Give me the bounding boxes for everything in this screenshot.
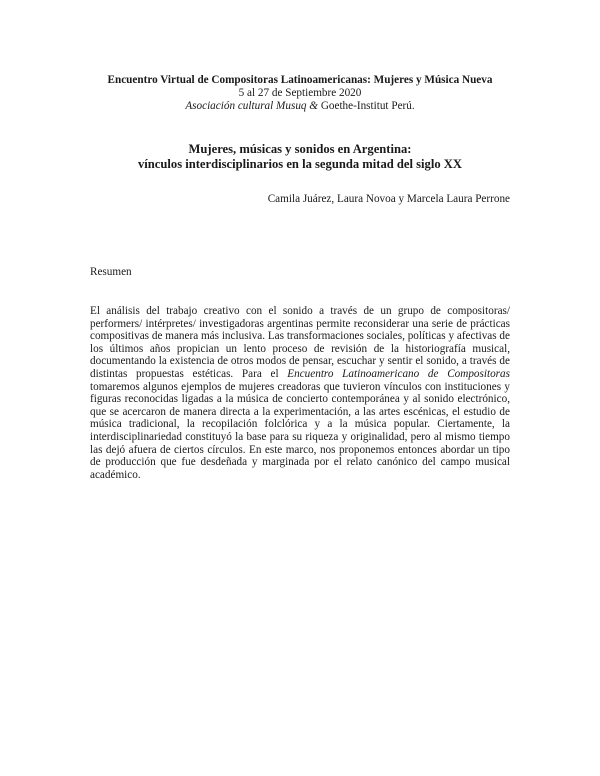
event-dates: 5 al 27 de Septiembre 2020	[238, 87, 362, 99]
abstract-heading: Resumen	[90, 266, 132, 278]
paper-title-line1: Mujeres, músicas y sonidos en Argentina:	[188, 142, 412, 156]
abstract-part1: El análisis del trabajo creativo con el sonido a través de un grupo de compositoras/ performers/ intérpretes/ investigadoras argentinas permite reconsiderar una serie de prácticas compositivas de manera más inclusiva. Las transformaciones sociales, políticas y afectivas de los últimos años propician un lento proceso de revisión de la historiografía musical, documentando la existencia de otros modos de pensar, escuchar y sentir el sonido, a través de distintas propuestas estéticas. Para el	[90, 305, 510, 380]
event-organizers	[90, 100, 510, 113]
paper-title	[90, 142, 510, 172]
paper-title-line2: vínculos interdisciplinarios en la segunda mitad del siglo XX	[138, 157, 462, 171]
abstract-italic: Encuentro Latinoamericano de Compositoras	[287, 367, 510, 380]
organizer-italic: Asociación cultural Musuq &	[185, 100, 319, 112]
authors: Camila Juárez, Laura Novoa y Marcela Laura Perrone	[267, 193, 510, 205]
event-title: Encuentro Virtual de Compositoras Latinoamericanas: Mujeres y Música Nueva	[107, 74, 493, 86]
organizer-rest: Goethe-Institut Perú.	[318, 100, 415, 112]
abstract-text	[90, 305, 510, 481]
event-header	[90, 74, 510, 113]
abstract-part2: tomaremos algunos ejemplos de mujeres creadoras que tuvieron vínculos con instituciones y figuras reconocidas ligadas a la música de concierto contemporánea y al sonido electrónico, que se acercaron de manera directa a la experimentación, a las artes escénicas, el estudio de música tradicional, la recopilación folclórica y a la música popular. Ciertamente, la interdisciplinariedad constituyó la base para su riqueza y originalidad, pero al mismo tiempo las dejó afuera de ciertos círculos. En este marco, nos proponemos entonces abordar un tipo de producción que fue desdeñada y marginada por el relato canónico del campo musical académico.	[90, 380, 510, 481]
